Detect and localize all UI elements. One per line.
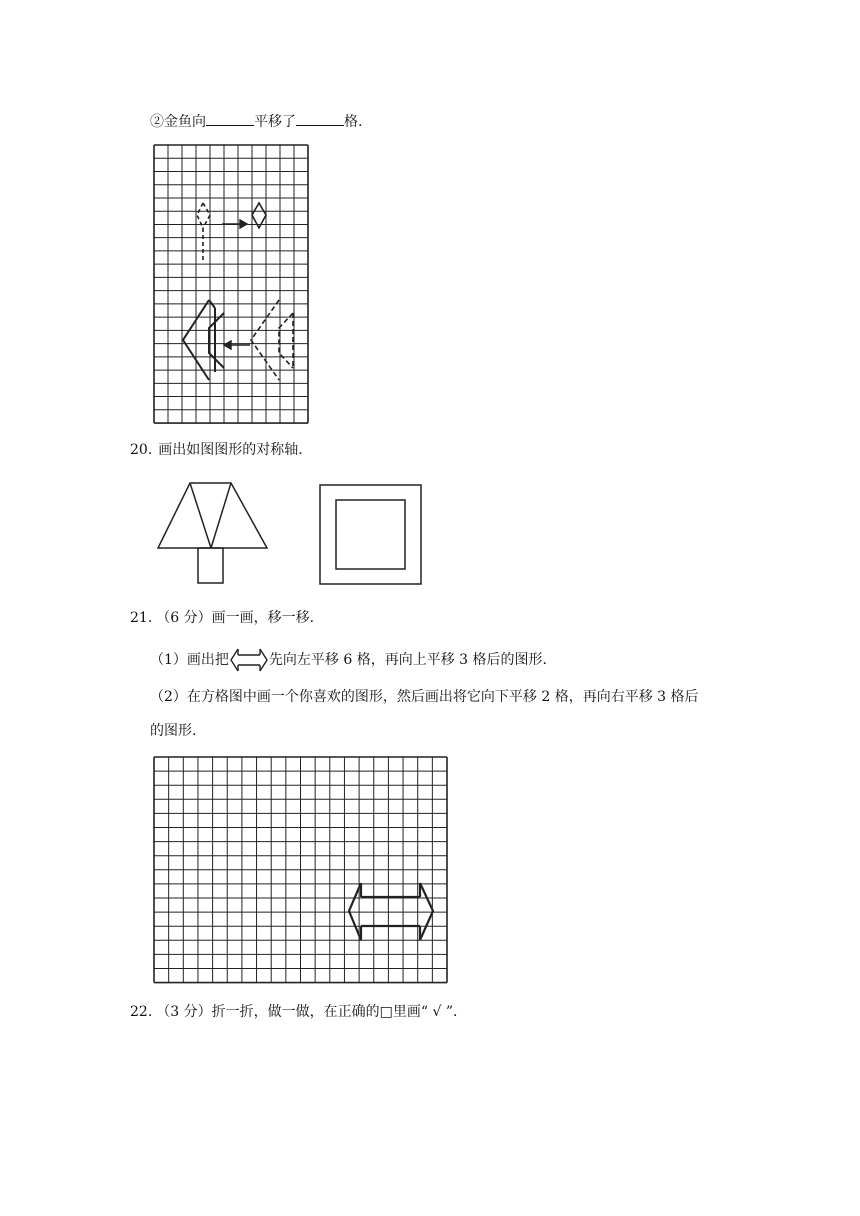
q21-part2-line1: （2）在方格图中画一个你喜欢的图形，然后画出将它向下平移 2 格，再向右平移 3 格后 [150,689,699,705]
q19-suffix: 格. [344,114,363,130]
q20-number: 20. [130,442,153,458]
q22-line [130,1003,457,1021]
q19-prefix: ②金鱼向 [150,114,206,130]
q21-part1-suffix: 先向左平移 6 格，再向上平移 3 格后的图形. [268,652,547,668]
q22-number: 22. [130,1004,153,1020]
q21-part1-prefix: （1）画出把 [150,652,229,668]
q19-middle: 平移了 [254,114,296,130]
q21-title: （6 分）画一画，移一移. [156,610,315,626]
q21-part2-line2: 的图形. [150,723,197,739]
grid2-double-arrow [349,883,433,940]
q22-text: （3 分）折一折，做一做，在正确的□里画“ √ ”. [156,1004,458,1020]
q21-number: 21. [130,610,153,626]
q20-text: 画出如图图形的对称轴. [158,442,303,458]
